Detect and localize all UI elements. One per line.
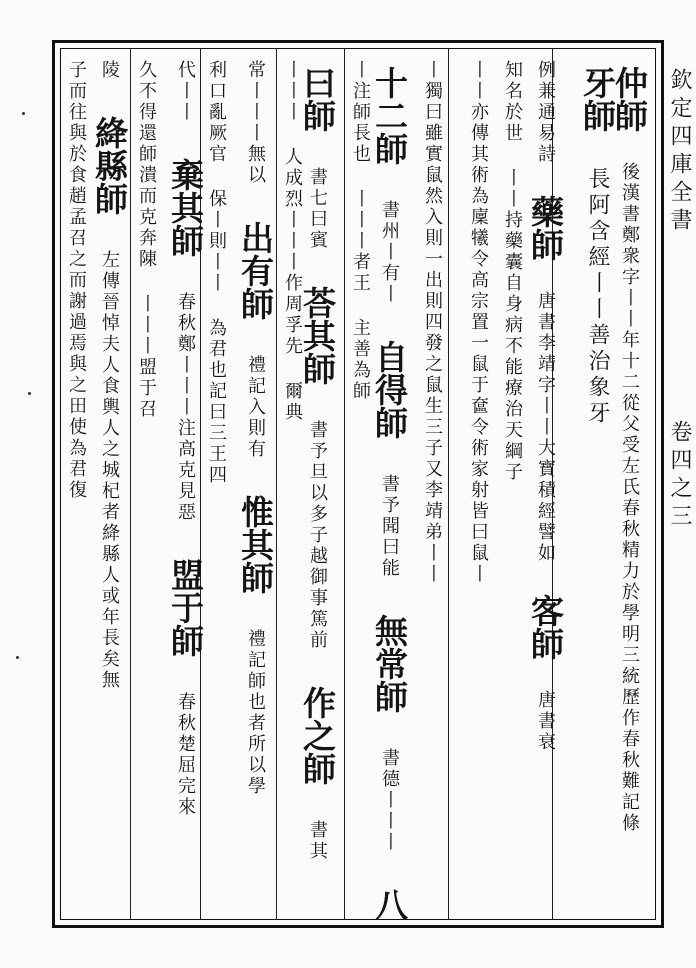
text-column [134,60,158,420]
entry-heading: 八 [370,888,409,921]
entry-heading: 自得師 [370,340,409,439]
scan-speck [16,656,19,659]
annotation-text: 唐書李靖字丨丨大寶積經譬如 [535,291,556,564]
annotation-text: 常丨丨丨無以 [245,60,266,186]
text-column [466,60,490,585]
annotation-text: 丨丨丨 [282,60,303,123]
annotation-text: 主善為師 [350,318,371,402]
entry-heading: 客師 [526,594,565,660]
entry-heading: 藥師 [526,195,565,261]
book-title: 欽定四庫全書 [667,68,692,236]
column-rule [130,48,131,920]
text-column [90,60,129,691]
annotation-text: 久不得還師潰而克奔陳 [136,60,157,270]
annotation-text: 代丨丨 [175,60,196,123]
text-column [166,60,205,818]
annotation-text: 例兼通易詩 [535,60,556,165]
entry-heading: 惟其師 [236,495,275,594]
text-column [526,60,565,753]
text-column [204,60,228,486]
entry-heading: 曰師 [298,66,337,132]
text-column [298,60,337,862]
entry-heading: 仲師 [610,66,649,132]
annotation-text: 陵 [99,60,120,81]
text-column [64,60,88,501]
annotation-text: 爾典 [282,381,303,423]
annotation-text: 丨丨亦傳其術為廩犧令高宗置一鼠于奩令術家射皆曰鼠丨 [468,60,489,585]
annotation-text: 春秋鄭丨丨丨注高克見惡 [175,292,196,523]
text-column [236,60,275,797]
entry-heading: 出有師 [236,221,275,320]
text-column [610,60,649,834]
scan-speck [28,392,31,395]
entry-heading: 棄其師 [166,158,205,257]
annotation-text: 丨獨曰雖實鼠然入則一出則四發之鼠生三子又李靖弟丨丨 [422,60,443,585]
entry-heading: 無常師 [370,614,409,713]
text-column [500,60,524,483]
annotation-text: 為君也記曰三王四 [206,318,227,486]
entry-heading: 荅其師 [298,286,337,385]
annotation-text: 唐書衰 [535,690,556,753]
annotation-text: 書予聞曰能 [379,474,400,579]
annotation-text: 人成烈丨丨丨作周孚先 [282,147,303,357]
scan-speck [22,112,25,115]
annotation-text: 左傳晉悼夫人食輿人之城杞者絳縣人或年長矣無 [99,250,120,691]
fore-edge-margin [662,40,696,928]
annotation-text: 禮記師也者所以學 [245,629,266,797]
annotation-text: 書州丨有丨 [379,200,400,305]
annotation-text: 書七曰賓 [307,167,328,251]
annotation-text: 丨丨持藥囊自身病不能療治天綱子 [502,168,523,483]
text-column [280,60,304,423]
text-column [348,60,372,402]
column-rule [276,48,277,920]
text-column [420,60,444,585]
annotation-text: 書其 [307,820,328,862]
entry-heading: 作之師 [298,686,337,785]
text-column [370,60,409,927]
annotation-text: 丨丨丨者王 [350,189,371,294]
column-rule [448,48,449,920]
annotation-text: 子而往與於食趙孟召之而謝過焉與之田使為君復 [66,60,87,501]
annotation-text: 丨注師長也 [350,60,371,165]
annotation-text: 書予旦以多子越御事篤前 [307,420,328,651]
annotation-text: 長阿含經丨丨善治象牙 [585,167,610,427]
annotation-text: 利口亂厥官 [206,60,227,165]
juan-number: 卷四之三 [667,420,692,532]
annotation-text: 禮記入則有 [245,355,266,460]
annotation-text: 後漢書鄭衆字丨丨年十二從父受左氏春秋精力於學明三統歷作春秋難記條 [619,162,640,834]
column-rule [344,48,345,920]
text-column [578,60,617,427]
entry-heading: 牙師 [578,66,617,132]
entry-heading: 盟于師 [166,558,205,657]
annotation-text: 保丨則丨丨 [206,189,227,294]
annotation-text: 春秋楚屈完來 [175,692,196,818]
annotation-text: 書德丨丨丨 [379,748,400,853]
entry-heading: 十二師 [370,66,409,165]
entry-heading: 絳縣師 [90,116,129,215]
annotation-text: 丨丨丨盟于召 [136,294,157,420]
annotation-text: 知名於世 [502,60,523,144]
